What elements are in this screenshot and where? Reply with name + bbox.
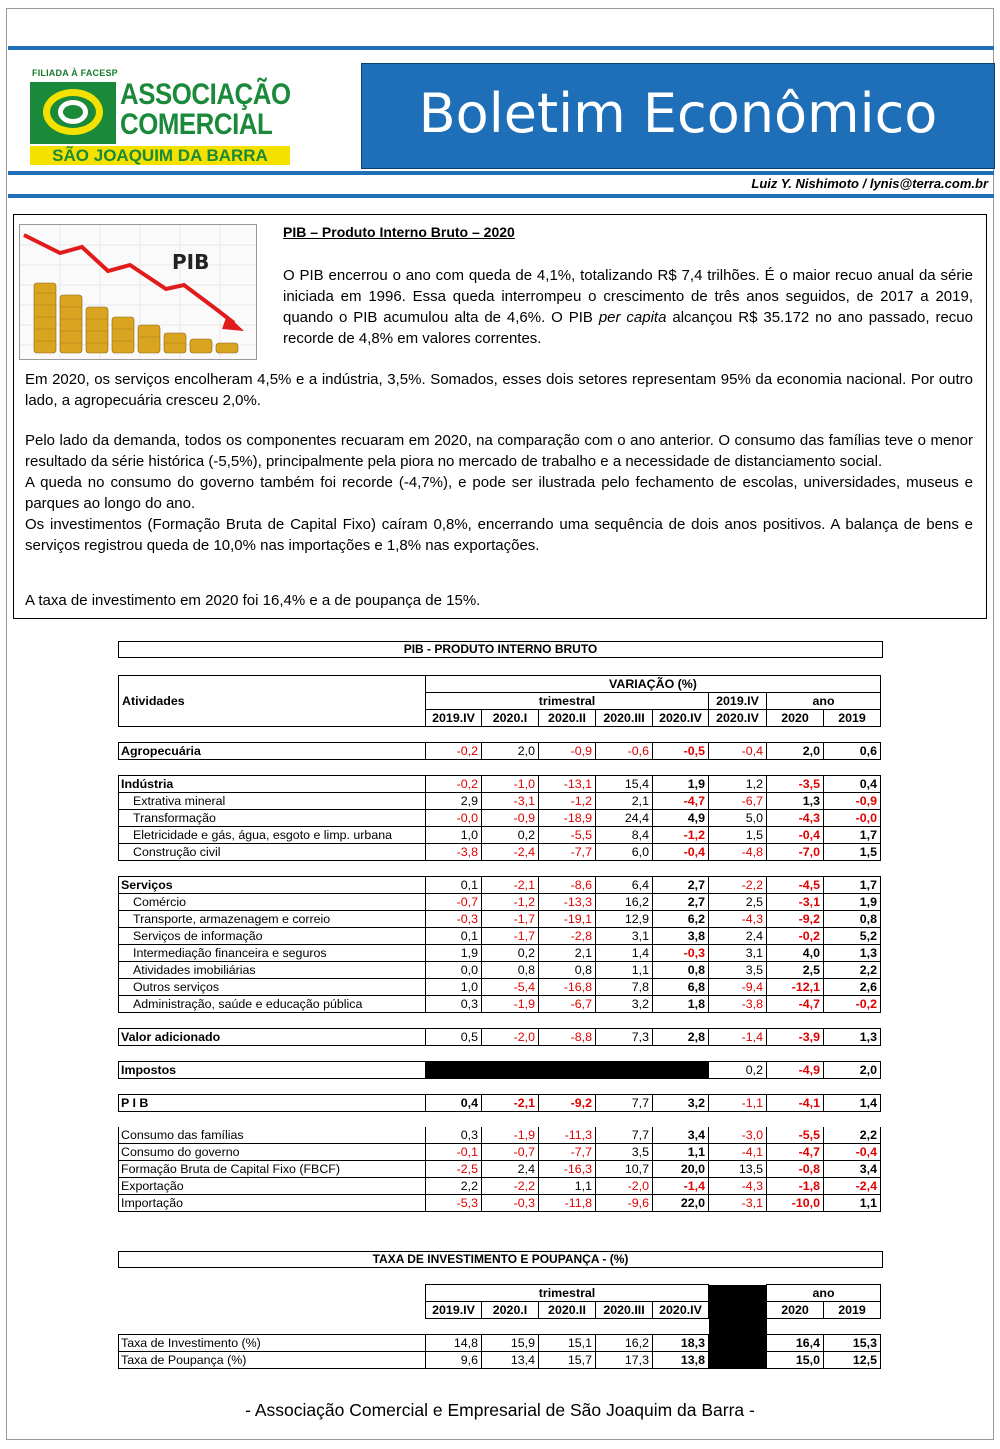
- cell-value: -0,3: [426, 911, 482, 928]
- cell-value: 1,0: [426, 827, 482, 844]
- cell-value: -3,1: [709, 1195, 767, 1212]
- cell-value: 1,1: [653, 1144, 709, 1161]
- row-label: Agropecuária: [119, 743, 426, 760]
- cell-value: 0,5: [426, 1029, 482, 1046]
- cell-value: 15,1: [539, 1335, 596, 1352]
- cell-value: 1,5: [709, 827, 767, 844]
- cell-value: -6,7: [539, 996, 596, 1013]
- taxa-column-header: 2019.IV: [426, 1302, 482, 1319]
- cell-value: 3,5: [709, 962, 767, 979]
- cell-value: -1,0: [482, 776, 539, 793]
- cell-value: -5,3: [426, 1195, 482, 1212]
- cell-value: 2,9: [426, 793, 482, 810]
- cell-value: -1,4: [653, 1178, 709, 1195]
- taxa-column-header: 2020.I: [482, 1302, 539, 1319]
- cell-value: 24,4: [596, 810, 653, 827]
- table-row: [119, 945, 881, 962]
- row-label: Valor adicionado: [119, 1029, 426, 1046]
- cell-value: -2,0: [596, 1178, 653, 1195]
- table-row: [119, 962, 881, 979]
- cell-value: 2,6: [824, 979, 881, 996]
- column-header: 2020.I: [482, 710, 539, 727]
- cell-value: -3,0: [709, 1127, 767, 1144]
- cell-value: 12,5: [824, 1352, 881, 1369]
- table-row: [119, 894, 881, 911]
- cell-value: 0,0: [426, 962, 482, 979]
- cell-value: -4,7: [767, 996, 824, 1013]
- cell-value: 2,0: [482, 743, 539, 760]
- cell-value: 2,1: [539, 945, 596, 962]
- cell-value: -1,1: [709, 1095, 767, 1112]
- cell-value: -2,1: [482, 1095, 539, 1112]
- cell-value: 0,6: [824, 743, 881, 760]
- column-header: 2020.IV: [709, 710, 767, 727]
- logo-line2: COMERCIAL: [120, 108, 273, 141]
- author-credit: Luiz Y. Nishimoto / lynis@terra.com.br: [751, 176, 988, 191]
- pib-image-label: PIB: [172, 250, 210, 274]
- cell-value: 1,9: [824, 894, 881, 911]
- cell-value: -3,1: [482, 793, 539, 810]
- row-label: Transporte, armazenagem e correio: [119, 911, 426, 928]
- cell-value: -4,1: [709, 1144, 767, 1161]
- cell-value: -0,2: [824, 996, 881, 1013]
- row-label: Formação Bruta de Capital Fixo (FBCF): [119, 1161, 426, 1178]
- cell-value: -0,4: [824, 1144, 881, 1161]
- cell-value: -7,7: [539, 844, 596, 861]
- cell-value: -13,1: [539, 776, 596, 793]
- cell-value: -0,3: [482, 1195, 539, 1212]
- cell-value: -0,4: [709, 743, 767, 760]
- column-header: 2020.III: [596, 710, 653, 727]
- cell-value: 1,4: [596, 945, 653, 962]
- cell-value: -8,8: [539, 1029, 596, 1046]
- cell-value: 0,8: [539, 962, 596, 979]
- cell-value: 5,2: [824, 928, 881, 945]
- header-mid-rule: [8, 171, 994, 175]
- table-row: [119, 1335, 881, 1352]
- cell-value: 0,2: [709, 1062, 767, 1079]
- cell-value: [426, 1062, 482, 1079]
- row-label: Transformação: [119, 810, 426, 827]
- row-label: Indústria: [119, 776, 426, 793]
- column-header: 2020.IV: [653, 710, 709, 727]
- row-label: Extrativa mineral: [119, 793, 426, 810]
- cell-value: 22,0: [653, 1195, 709, 1212]
- cell-value: -5,5: [767, 1127, 824, 1144]
- cell-value: 17,3: [596, 1352, 653, 1369]
- cell-value: -0,8: [767, 1161, 824, 1178]
- cell-value: 5,0: [709, 810, 767, 827]
- cell-value: 2,1: [596, 793, 653, 810]
- pib-illustration: [19, 224, 257, 360]
- table-row: [119, 844, 881, 861]
- article-paragraph-2: Em 2020, os serviços encolheram 4,5% e a indústria, 3,5%. Somados, esses dois setores representam 95% da economia nacional. Por outro lado, a agropecuária cresceu 2,0%.: [25, 371, 973, 409]
- cell-value: 9,6: [426, 1352, 482, 1369]
- cell-value: -0,2: [426, 743, 482, 760]
- table-row: [119, 911, 881, 928]
- cell-value: [596, 1062, 653, 1079]
- cell-value: 15,4: [596, 776, 653, 793]
- row-label: Comércio: [119, 894, 426, 911]
- cell-value: -0,2: [426, 776, 482, 793]
- cell-value: 6,8: [653, 979, 709, 996]
- taxa-column-header: 2019: [824, 1302, 881, 1319]
- taxa-trimestral-header: trimestral: [426, 1285, 709, 1302]
- cell-value: -0,9: [824, 793, 881, 810]
- cell-value: -3,9: [767, 1029, 824, 1046]
- cell-value: 1,9: [653, 776, 709, 793]
- cell-value: 2,4: [709, 928, 767, 945]
- cell-value: -4,1: [767, 1095, 824, 1112]
- article-paragraph-4: A taxa de investimento em 2020 foi 16,4% e a de poupança de 15%.: [25, 592, 481, 609]
- cell-value: 15,0: [767, 1352, 824, 1369]
- cell-value: -3,5: [767, 776, 824, 793]
- row-label: Consumo do governo: [119, 1144, 426, 1161]
- table-row: [119, 810, 881, 827]
- header-top-rule: [8, 46, 994, 50]
- cell-value: -0,7: [426, 894, 482, 911]
- table-row: [119, 1161, 881, 1178]
- cell-value: 13,5: [709, 1161, 767, 1178]
- logo-city-band: SÃO JOAQUIM DA BARRA: [30, 146, 290, 165]
- column-header: 2019: [824, 710, 881, 727]
- table-row: [119, 827, 881, 844]
- cell-value: -13,3: [539, 894, 596, 911]
- row-label: Administração, saúde e educação pública: [119, 996, 426, 1013]
- row-label: Intermediação financeira e seguros: [119, 945, 426, 962]
- cell-value: 2,2: [824, 962, 881, 979]
- cell-value: 4,0: [767, 945, 824, 962]
- cell-value: -0,5: [653, 743, 709, 760]
- cell-value: -1,8: [767, 1178, 824, 1195]
- table-row: [119, 877, 881, 894]
- cell-value: 1,1: [596, 962, 653, 979]
- cell-value: 6,4: [596, 877, 653, 894]
- taxa-column-header: 2020: [767, 1302, 824, 1319]
- table-row: [119, 1144, 881, 1161]
- cell-value: 2,7: [653, 877, 709, 894]
- cell-value: -16,8: [539, 979, 596, 996]
- table-row: [119, 1352, 881, 1369]
- row-label: Importação: [119, 1195, 426, 1212]
- row-label: P I B: [119, 1095, 426, 1112]
- cell-value: 0,4: [824, 776, 881, 793]
- cell-value: 1,7: [824, 877, 881, 894]
- cell-value: -9,6: [596, 1195, 653, 1212]
- cell-value: -7,0: [767, 844, 824, 861]
- row-label: Taxa de Investimento (%): [119, 1335, 426, 1352]
- row-label: Consumo das famílias: [119, 1127, 426, 1144]
- footer: - Associação Comercial e Empresarial de São Joaquim da Barra -: [245, 1400, 755, 1420]
- cell-value: 2,0: [824, 1062, 881, 1079]
- variacao-header: VARIAÇÃO (%): [426, 676, 881, 693]
- cell-value: 0,8: [824, 911, 881, 928]
- cell-value: -0,1: [426, 1144, 482, 1161]
- taxa-ano-header: ano: [767, 1285, 881, 1302]
- cell-value: 0,8: [482, 962, 539, 979]
- cell-value: 7,7: [596, 1095, 653, 1112]
- column-header: 2020.II: [539, 710, 596, 727]
- cell-value: 1,1: [539, 1178, 596, 1195]
- cell-value: -11,3: [539, 1127, 596, 1144]
- cell-value: -6,7: [709, 793, 767, 810]
- cell-value: -0,4: [653, 844, 709, 861]
- cell-value: -4,9: [767, 1062, 824, 1079]
- cell-value: 1,1: [824, 1195, 881, 1212]
- cell-value: -5,5: [539, 827, 596, 844]
- cell-value: 1,3: [767, 793, 824, 810]
- taxa-column-header: 2020.III: [596, 1302, 653, 1319]
- pib-table: [118, 675, 881, 1212]
- cell-value: 1,3: [824, 945, 881, 962]
- cell-value: -8,6: [539, 877, 596, 894]
- trimestral-header: trimestral: [426, 693, 709, 710]
- cell-value: 1,0: [426, 979, 482, 996]
- cell-value: 3,2: [653, 1095, 709, 1112]
- cell-value: -2,1: [482, 877, 539, 894]
- cell-value: 18,3: [653, 1335, 709, 1352]
- cell-value: 8,4: [596, 827, 653, 844]
- row-label: Serviços de informação: [119, 928, 426, 945]
- cell-value: 1,8: [653, 996, 709, 1013]
- cell-value: 2,4: [482, 1161, 539, 1178]
- cell-value: 16,2: [596, 1335, 653, 1352]
- cell-value: 2,2: [426, 1178, 482, 1195]
- cell-value: -0,9: [539, 743, 596, 760]
- cell-value: -0,4: [767, 827, 824, 844]
- table-row: [119, 743, 881, 760]
- cell-value: -4,5: [767, 877, 824, 894]
- cell-value: 2,5: [709, 894, 767, 911]
- table-row: [119, 996, 881, 1013]
- logo-affiliation: FILIADA À FACESP: [32, 68, 118, 78]
- cell-value: 0,1: [426, 877, 482, 894]
- cell-value: 2,5: [767, 962, 824, 979]
- cell-value: -1,2: [482, 894, 539, 911]
- cell-value: 0,8: [653, 962, 709, 979]
- cell-value: -1,2: [653, 827, 709, 844]
- cell-value: 13,8: [653, 1352, 709, 1369]
- table-row: [119, 1127, 881, 1144]
- cell-value: 15,9: [482, 1335, 539, 1352]
- cell-value: -1,9: [482, 1127, 539, 1144]
- cell-value: 16,4: [767, 1335, 824, 1352]
- cell-value: 0,1: [426, 928, 482, 945]
- cell-value: -16,3: [539, 1161, 596, 1178]
- cell-value: -19,1: [539, 911, 596, 928]
- row-label: Impostos: [119, 1062, 426, 1079]
- cell-value: 7,3: [596, 1029, 653, 1046]
- cell-value: -2,4: [824, 1178, 881, 1195]
- cell-value: -18,9: [539, 810, 596, 827]
- cell-value: -4,3: [767, 810, 824, 827]
- cell-value: -0,0: [824, 810, 881, 827]
- association-logo: [30, 68, 290, 168]
- row-label: Eletricidade e gás, água, esgoto e limp. urbana: [119, 827, 426, 844]
- cell-value: -7,7: [539, 1144, 596, 1161]
- cell-value: -3,1: [767, 894, 824, 911]
- logo-line1: ASSOCIAÇÃO: [120, 78, 291, 111]
- table-row: [119, 1062, 881, 1079]
- article-paragraph-1: O PIB encerrou o ano com queda de 4,1%, totalizando R$ 7,4 trilhões. É o maior recuo anual da série iniciada em 1996. Essa queda interrompeu o crescimento de três anos seguidos, de 2017 a 2019, quando o PIB acumulou alta de 4,6%. O PIB per capita alcançou R$ 35.172 no ano passado, recuo recorde de 4,8% em valores correntes.: [283, 267, 973, 347]
- cell-value: -9,2: [539, 1095, 596, 1112]
- cell-value: -0,0: [426, 810, 482, 827]
- cell-value: 13,4: [482, 1352, 539, 1369]
- article-title: PIB – Produto Interno Bruto – 2020: [283, 224, 515, 240]
- cell-value: -4,7: [653, 793, 709, 810]
- cell-value: -4,7: [767, 1144, 824, 1161]
- cell-value: 15,7: [539, 1352, 596, 1369]
- taxa-table: [118, 1284, 881, 1369]
- cell-value: 7,7: [596, 1127, 653, 1144]
- row-label: Atividades imobiliárias: [119, 962, 426, 979]
- cell-value: 0,3: [426, 996, 482, 1013]
- cell-value: -1,7: [482, 911, 539, 928]
- cell-value: 16,2: [596, 894, 653, 911]
- article-paragraph-3: Pelo lado da demanda, todos os componentes recuaram em 2020, na comparação com o ano anterior. O consumo das famílias teve o menor resultado da série histórica (-5,5%), principalmente pela piora no mercado de trabalho e a necessidade de distanciamento social. A queda no consumo do governo também foi recorde (-4,7%), e pode ser ilustrada pelo fechamento de escolas, universidades, museus e parques ao longo do ano. Os investimentos (Formação Bruta de Capital Fixo) caíram 0,8%, encerrando uma sequência de dois anos positivos. A balança de bens e serviços registrou queda de 10,0% nas importações e 1,8% nas exportações.: [25, 432, 973, 554]
- cell-value: 6,0: [596, 844, 653, 861]
- cell-value: -1,4: [709, 1029, 767, 1046]
- cell-value: 14,8: [426, 1335, 482, 1352]
- cell-value: 3,5: [596, 1144, 653, 1161]
- atividades-header: Atividades: [119, 676, 426, 727]
- cell-value: [539, 1062, 596, 1079]
- article-box: [13, 214, 987, 619]
- cell-value: -12,1: [767, 979, 824, 996]
- cell-value: 12,9: [596, 911, 653, 928]
- cell-value: -4,3: [709, 1178, 767, 1195]
- cell-value: -1,9: [482, 996, 539, 1013]
- cell-value: 1,3: [824, 1029, 881, 1046]
- cell-value: 3,1: [709, 945, 767, 962]
- table-row: [119, 1178, 881, 1195]
- cell-value: 2,7: [653, 894, 709, 911]
- cell-value: -2,4: [482, 844, 539, 861]
- cell-value: -0,3: [653, 945, 709, 962]
- cell-value: -2,0: [482, 1029, 539, 1046]
- row-label: Outros serviços: [119, 979, 426, 996]
- cell-value: 6,2: [653, 911, 709, 928]
- bulletin-title: Boletim Econômico: [361, 63, 995, 169]
- cell-value: 1,4: [824, 1095, 881, 1112]
- cell-value: -4,8: [709, 844, 767, 861]
- table-row: [119, 928, 881, 945]
- ano-header: ano: [767, 693, 881, 710]
- cell-value: -4,3: [709, 911, 767, 928]
- row-label: Exportação: [119, 1178, 426, 1195]
- cell-value: 3,4: [653, 1127, 709, 1144]
- taxa-column-header: 2020.II: [539, 1302, 596, 1319]
- row-label: Serviços: [119, 877, 426, 894]
- col-2019iv-top: 2019.IV: [709, 693, 767, 710]
- taxa-table-title: TAXA DE INVESTIMENTO E POUPANÇA - (%): [118, 1251, 883, 1268]
- cell-value: -3,8: [709, 996, 767, 1013]
- cell-value: -2,2: [709, 877, 767, 894]
- table-row: [119, 1029, 881, 1046]
- cell-value: -0,9: [482, 810, 539, 827]
- cell-value: 0,4: [426, 1095, 482, 1112]
- cell-value: -0,7: [482, 1144, 539, 1161]
- pib-table-title: PIB - PRODUTO INTERNO BRUTO: [118, 641, 883, 658]
- cell-value: 15,3: [824, 1335, 881, 1352]
- cell-value: [482, 1062, 539, 1079]
- cell-value: -9,2: [767, 911, 824, 928]
- row-label: Taxa de Poupança (%): [119, 1352, 426, 1369]
- taxa-column-header: 2020.IV: [653, 1302, 709, 1319]
- table-row: [119, 776, 881, 793]
- cell-value: 0,3: [426, 1127, 482, 1144]
- cell-value: 1,2: [709, 776, 767, 793]
- logo-emblem-icon: [30, 82, 116, 144]
- table-row: [119, 1095, 881, 1112]
- cell-value: [653, 1062, 709, 1079]
- cell-value: 1,7: [824, 827, 881, 844]
- cell-value: -5,4: [482, 979, 539, 996]
- cell-value: 10,7: [596, 1161, 653, 1178]
- cell-value: 3,4: [824, 1161, 881, 1178]
- cell-value: -1,2: [539, 793, 596, 810]
- row-label: Construção civil: [119, 844, 426, 861]
- cell-value: 0,2: [482, 827, 539, 844]
- cell-value: -3,8: [426, 844, 482, 861]
- cell-value: 2,0: [767, 743, 824, 760]
- cell-value: -0,6: [596, 743, 653, 760]
- cell-value: 3,1: [596, 928, 653, 945]
- cell-value: -1,7: [482, 928, 539, 945]
- cell-value: -2,5: [426, 1161, 482, 1178]
- header-bottom-rule: [8, 194, 994, 198]
- cell-value: 7,8: [596, 979, 653, 996]
- column-header: 2019.IV: [426, 710, 482, 727]
- cell-value: 1,5: [824, 844, 881, 861]
- cell-value: -9,4: [709, 979, 767, 996]
- table-row: [119, 1195, 881, 1212]
- cell-value: 20,0: [653, 1161, 709, 1178]
- table-row: [119, 793, 881, 810]
- cell-value: -11,8: [539, 1195, 596, 1212]
- cell-value: 3,8: [653, 928, 709, 945]
- cell-value: -2,2: [482, 1178, 539, 1195]
- cell-value: -10,0: [767, 1195, 824, 1212]
- table-row: [119, 979, 881, 996]
- cell-value: 0,2: [482, 945, 539, 962]
- cell-value: -0,2: [767, 928, 824, 945]
- cell-value: 2,2: [824, 1127, 881, 1144]
- column-header: 2020: [767, 710, 824, 727]
- cell-value: 2,8: [653, 1029, 709, 1046]
- cell-value: 4,9: [653, 810, 709, 827]
- cell-value: 1,9: [426, 945, 482, 962]
- cell-value: -2,8: [539, 928, 596, 945]
- cell-value: 3,2: [596, 996, 653, 1013]
